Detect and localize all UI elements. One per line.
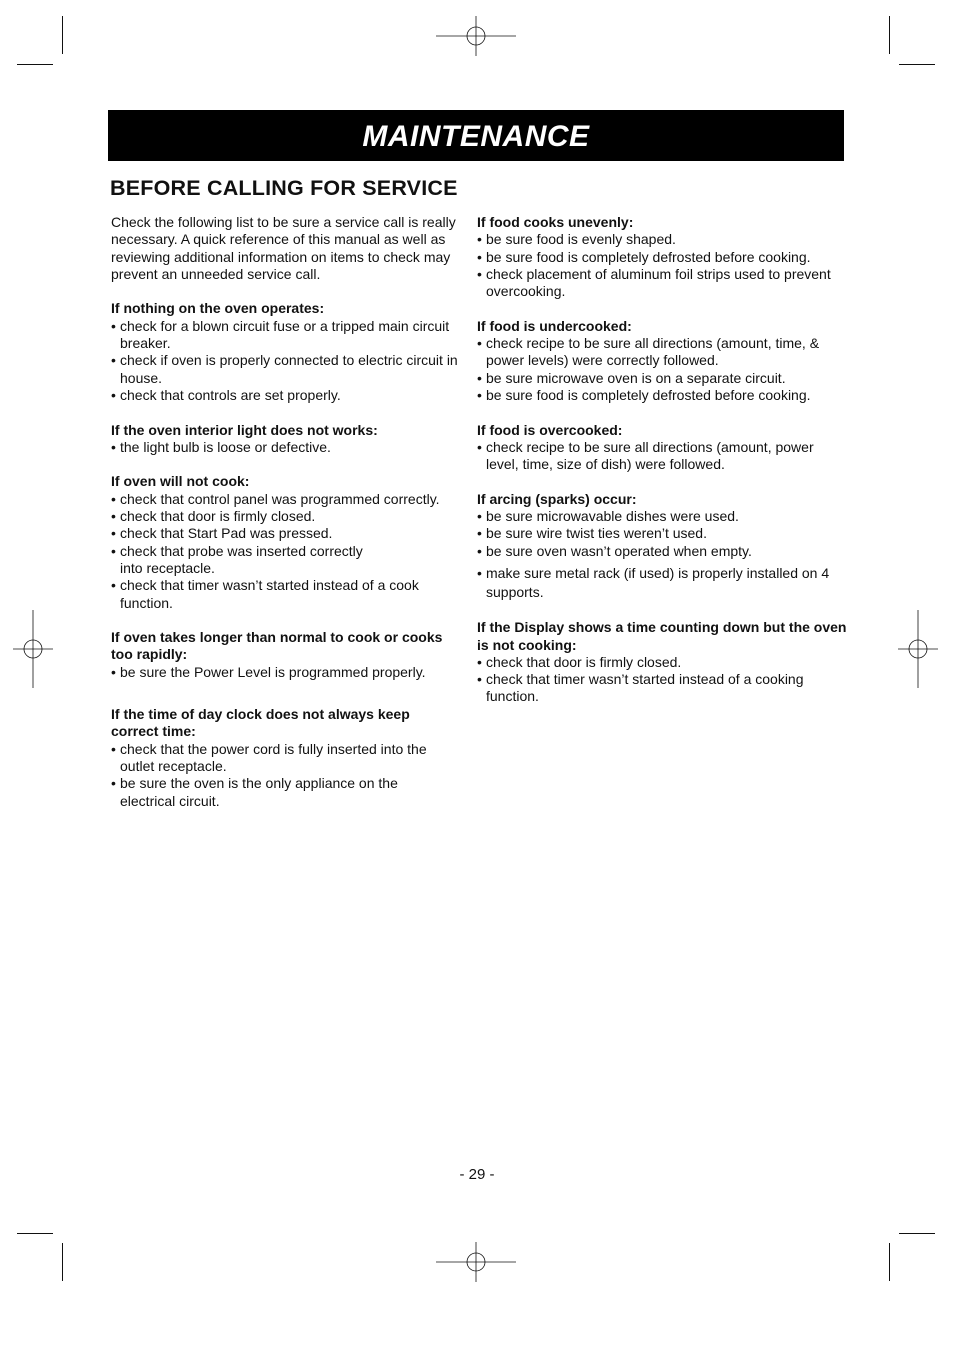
crop-mark [899,64,935,65]
registration-mark-icon [436,1242,516,1282]
list-item: • be sure food is completely defrosted before cooking. [477,249,847,266]
group-heading: If oven takes longer than normal to cook or cooks too rapidly: [111,629,443,663]
list-item: • be sure food is evenly shaped. [477,231,847,248]
list-item: • be sure the oven is the only appliance on the electrical circuit. [111,775,459,810]
crop-mark [62,16,63,54]
bullet-list [111,491,459,612]
crop-mark [17,64,53,65]
registration-mark-icon [898,610,938,688]
list-item: • check if oven is properly connected to electric circuit in house. [111,352,459,387]
list-item: • check for a blown circuit fuse or a tripped main circuit breaker. [111,318,459,353]
list-item: • check that door is firmly closed. [477,654,847,671]
list-item: • check that the power cord is fully inserted into the outlet receptacle. [111,741,459,776]
troubleshoot-group [477,422,847,474]
bullet-list [111,318,459,404]
bullet-list [111,664,459,681]
list-item: • be sure the Power Level is programmed properly. [111,664,459,681]
list-item: • check recipe to be sure all directions (amount, time, & power levels) were correctly followed. [477,335,847,370]
group-heading: If nothing on the oven operates: [111,300,325,317]
group-heading: If food cooks unevenly: [477,214,634,230]
registration-mark-icon [13,610,53,688]
title-banner [108,110,844,161]
list-item: • be sure microwavable dishes were used. [477,508,847,525]
list-item: • check that control panel was programmed correctly. [111,491,459,508]
troubleshoot-group [111,300,459,404]
bullet-list [111,741,459,810]
group-heading: If the time of day clock does not always keep correct time: [111,706,410,740]
group-heading: If arcing (sparks) occur: [477,490,637,507]
group-heading: If the oven interior light does not works: [111,421,378,438]
bullet-list [111,439,459,456]
troubleshoot-group [477,318,847,404]
list-item: • be sure oven wasn’t operated when empty. [477,543,847,560]
list-item: • check that Start Pad was pressed. [111,525,459,542]
list-item: • check that probe was inserted correctly into receptacle. [111,543,459,578]
page-number: - 29 - [459,1166,495,1183]
list-item: • check that timer wasn’t started instead of a cook function. [111,577,459,612]
intro-paragraph: Check the following list to be sure a service call is really necessary. A quick reference of this manual as well as reviewing additional information on items to check may prevent an unneeded service call. [111,214,456,282]
group-heading: If food is undercooked: [477,317,632,334]
crop-mark [889,1243,890,1281]
list-item: • check that timer wasn’t started instead of a cooking function. [477,671,847,706]
right-column [477,214,847,723]
troubleshoot-group [477,214,847,300]
list-item: • be sure wire twist ties weren’t used. [477,525,847,542]
left-column [111,214,459,827]
list-item: • be sure food is completely defrosted before cooking. [477,387,847,404]
troubleshoot-group [111,422,459,457]
troubleshoot-group [111,629,459,681]
troubleshoot-group [477,619,847,705]
bullet-list [477,335,847,404]
group-heading: If the Display shows a time counting down but the oven is not cooking: [477,619,847,653]
crop-mark [899,1233,935,1234]
list-item: • make sure metal rack (if used) is properly installed on 4 supports. [477,564,847,602]
list-item: • check placement of aluminum foil strips used to prevent overcooking. [477,266,847,301]
list-item: • the light bulb is loose or defective. [111,439,459,456]
registration-mark-icon [436,16,516,56]
bullet-list [477,231,847,300]
list-item: • check that door is firmly closed. [111,508,459,525]
bullet-list [477,654,847,706]
page-title: MAINTENANCE [362,119,590,153]
group-heading: If oven will not cook: [111,473,250,490]
group-heading: If food is overcooked: [477,421,623,438]
crop-mark [62,1243,63,1281]
troubleshoot-group [111,706,459,810]
list-item: • be sure microwave oven is on a separate circuit. [477,370,847,387]
list-item: • check that controls are set properly. [111,387,459,404]
section-title: BEFORE CALLING FOR SERVICE [110,176,458,200]
bullet-list [477,508,847,602]
troubleshoot-group [477,491,847,602]
bullet-list [477,439,847,474]
crop-mark [17,1233,53,1234]
crop-mark [889,16,890,54]
troubleshoot-group [111,473,459,611]
list-item: • check recipe to be sure all directions (amount, power level, time, size of dish) were followed. [477,439,847,474]
